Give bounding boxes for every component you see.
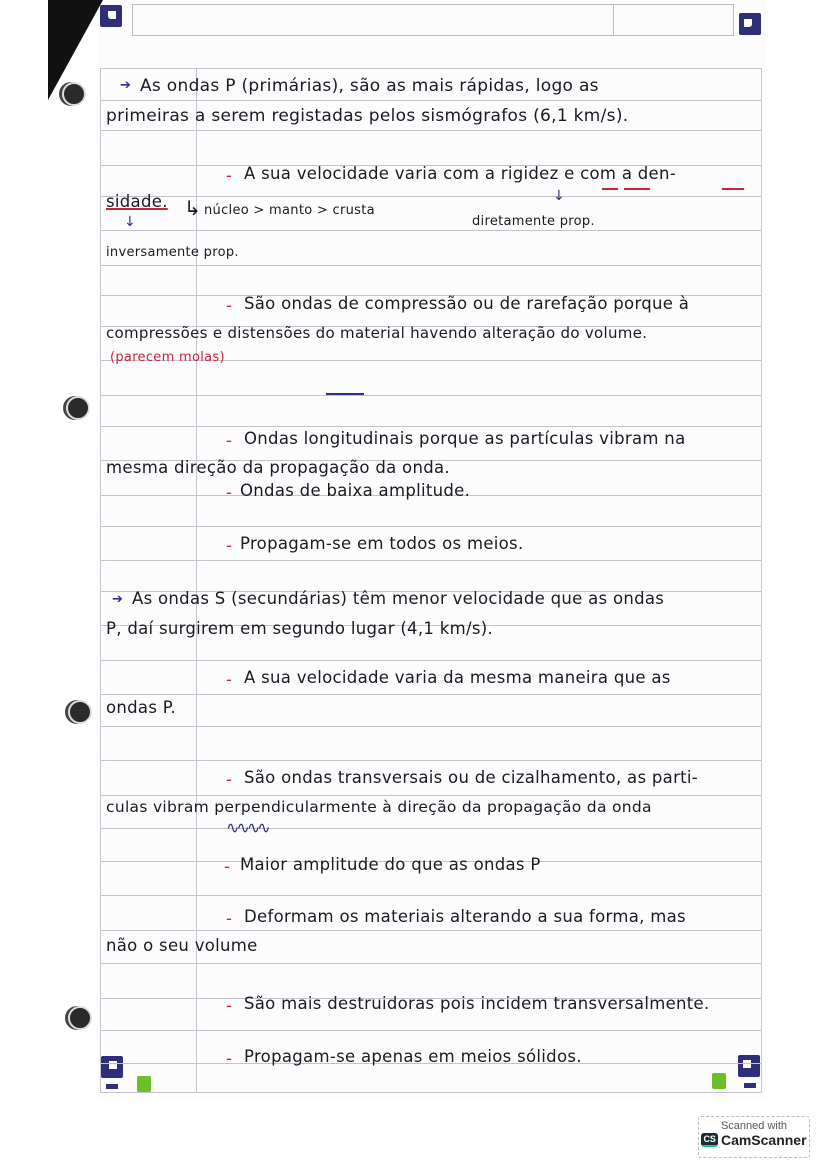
underline-red	[602, 188, 618, 190]
section-s-heading-cont: P, daí surgirem em segundo lugar (4,1 km/s).	[106, 619, 494, 638]
dash: -	[224, 857, 231, 876]
dash: -	[226, 670, 233, 689]
curl-arrow-icon: ↳	[184, 196, 202, 220]
down-arrow-icon: ↓	[124, 214, 136, 230]
watermark-line1: Scanned with	[720, 1120, 788, 1132]
s-bullet-5-line1: São mais destruidoras pois incidem transversalmente.	[244, 994, 710, 1013]
section-s-heading: As ondas S (secundárias) têm menor velocidade que as ondas	[132, 589, 665, 608]
p-bullet-5-line1: Propagam-se em todos os meios.	[240, 534, 524, 553]
bullet-arrow-icon: ➔	[120, 78, 132, 93]
s-bullet-6-line1: Propagam-se apenas em meios sólidos.	[244, 1047, 582, 1066]
s-bullet-2-line2: culas vibram perpendicularmente à direção da propagação da onda	[106, 798, 652, 816]
dash: -	[226, 996, 233, 1015]
s-bullet-1-line2: ondas P.	[106, 698, 177, 717]
dash: -	[226, 909, 233, 928]
p-bullet-2-line2: compressões e distensões do material havendo alteração do volume.	[106, 324, 648, 342]
binder-hole-icon	[68, 1006, 92, 1030]
dash: -	[226, 483, 233, 502]
s-bullet-1-line1: A sua velocidade varia da mesma maneira que as	[244, 668, 671, 687]
s-bullet-4-line2: não o seu volume	[106, 936, 258, 955]
annotation-directly-prop: diretamente prop.	[472, 214, 595, 229]
p-bullet-2-line1: São ondas de compressão ou de rarefação porque à	[244, 294, 690, 313]
watermark-line2: CamScanner	[720, 1132, 807, 1148]
binder-hole-icon	[66, 396, 90, 420]
s-bullet-2-line1: São ondas transversais ou de cizalhamento, as parti-	[244, 768, 699, 787]
camscanner-logo-icon: CS	[701, 1133, 718, 1147]
p-bullet-3-line1: Ondas longitudinais porque as partículas vibram na	[244, 429, 686, 448]
down-arrow-icon: ↓	[553, 188, 565, 204]
binder-hole-icon	[62, 82, 86, 106]
wave-icon: ∿∿∿∿	[226, 818, 268, 837]
dash: -	[226, 536, 233, 555]
corner-marker-top-right-icon	[739, 13, 761, 35]
underline-red	[722, 188, 744, 190]
dash: -	[226, 296, 233, 315]
binder-hole-icon	[68, 700, 92, 724]
bullet-arrow-icon: ➔	[112, 592, 124, 607]
section-p-heading: As ondas P (primárias), são as mais rápidas, logo as	[140, 76, 599, 96]
underline-red	[624, 188, 650, 190]
p-bullet-1-line1: A sua velocidade varia com a rigidez e com a den-	[244, 164, 677, 183]
dash: -	[226, 1049, 233, 1068]
p-bullet-3-line2: mesma direção da propagação da onda.	[106, 458, 450, 477]
page-header-box	[132, 4, 734, 36]
camscanner-watermark	[698, 1116, 810, 1158]
p-bullet-4-line1: Ondas de baixa amplitude.	[240, 481, 471, 500]
p-bullet-2-note: (parecem molas)	[110, 350, 225, 365]
corner-marker-top-left-icon	[100, 5, 122, 27]
dash: -	[226, 770, 233, 789]
s-bullet-3-line1: Maior amplitude do que as ondas P	[240, 855, 541, 874]
dash: -	[226, 166, 233, 185]
annotation-layers: núcleo > manto > crusta	[204, 203, 375, 218]
section-p-heading-cont: primeiras a serem registadas pelos sismógrafos (6,1 km/s).	[106, 106, 629, 126]
overline-mark	[326, 393, 364, 395]
dash: -	[226, 431, 233, 450]
p-bullet-1-line2: sidade.	[106, 192, 168, 211]
s-bullet-4-line1: Deformam os materiais alterando a sua forma, mas	[244, 907, 686, 926]
annotation-inversely-prop: inversamente prop.	[106, 245, 239, 260]
